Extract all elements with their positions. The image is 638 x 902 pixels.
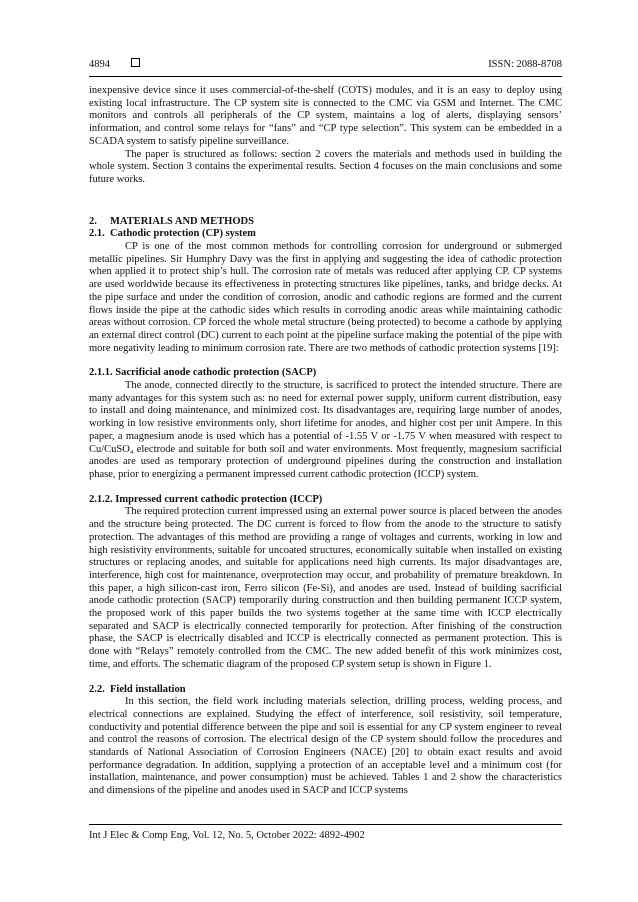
body-paragraph: The paper is structured as follows: section 2 covers the materials and methods used in building the whole system. Section 3 contains the experimental results. Section 4 focuses on the main conclusions and some future works. bbox=[89, 148, 562, 185]
subsubsection-heading: 2.1.1. Sacrificial anode cathodic protection (SACP) bbox=[89, 367, 317, 379]
body-paragraph: The anode, connected directly to the structure, is sacrificed to protect the intended structure. There are many advantages for this system such as: no need for external power supply, uniform current distribution, easy to install and doing maintenance, and minimized cost. Its disadvantages are, requiring large number of anodes, working in low resistive environments only, short lifetime for anodes, and higher cost per unit Ampere. In this paper, a magnesium anode is used which has a potential of -1.55 V or -1.75 V when measured with respect to Cu/CuSO₄ electrode and suitable for both soil and water environments. Most frequently, magnesium sacrificial anodes are used as temporary protection of underground pipelines during the construction and installation phase, prior to energizing a permanent impressed current cathodic protection (ICCP) system. bbox=[89, 380, 562, 480]
subsection-heading: 2.2. Field installation bbox=[89, 683, 186, 695]
square-box-icon bbox=[131, 58, 140, 67]
journal-citation: Int J Elec & Comp Eng, Vol. 12, No. 5, October 2022: 4892-4902 bbox=[89, 830, 365, 841]
body-paragraph: The required protection current impressed using an external power source is placed between the anodes and the structure being protected. The DC current is forced to flow from the anode to the structure to satisfy protection. The advantages of this method are providing a range of voltages and currents, working in low and high resistivity environments, suitable for uncoated structures, economically suitable when installed on existing structures or replacing anodes, and suitable for applications need high currents. Its major disadvantages are, interference, high cost for maintenance, overprotection may occur, and probability of premature breakdown. In this paper, a high silicon-cast iron, Ferro silicon (Fe-Si), and anodes are used. Instead of building sacrificial anode cathodic protection (SACP) temporarily during construction and then building permanent ICCP system, the proposed work of this paper builds the two systems together at the same time with ICCP electrically separated and SACP is electrically connected temporarily for protection. After finishing of the construction phase, the SACP is electrically disabled and ICCP is electrically connected as permanent protection. This is done with “Relays” remotely controlled from the CMC. The new added benefit of this work minimizes cost, time, and efforts. The schematic diagram of the proposed CP system setup is shown in Figure 1. bbox=[89, 506, 562, 670]
body-paragraph: CP is one of the most common methods for controlling corrosion for underground or submerged metallic pipelines. Sir Humphry Davy was the first in applying and suggesting the idea of cathodic protection when applied it to protect ship’s hull. The corrosion rate of metals was reduced after applying CP. CP systems are used worldwide because its effectiveness in protecting structures like pipelines, tanks, and bridge decks. At the pipe surface and under the condition of corrosion, anodic and cathodic regions are formed and the current flows inside the pipe at the cathodic sides which results in corroding anodic areas while maintaining cathodic areas without corrosion. CP forced the whole metal structure (being protected) to become a cathode by applying an external direct control (DC) current to each point at the pipeline surface making the potential of the pipe with more negativity leading to minimum corrosion rate. There are two methods of cathodic protection systems [19]: bbox=[89, 241, 562, 354]
page-body bbox=[89, 85, 562, 798]
body-paragraph: In this section, the field work including materials selection, drilling process, welding process, and electrical connections are explained. Studying the effect of interference, soil resistivity, soil temperature, conductivity and potential difference between the pipe and soil is essential for any CP system engineer to reveal and control the reasons of corrosion. The electrical design of the CP system should follow the procedures and standards of National Association of Corrosion Engineers (NACE) [20] to obtain exact results and avoid performance degradation. In addition, supplying a protection of an acceptable level and a minimum cost (for installation, maintenance, and power consumption) must be achieved. Tables 1 and 2 show the characteristics and dimensions of the pipeline and anodes used in SACP and ICCP systems bbox=[89, 696, 562, 797]
section-heading: 2. MATERIALS AND METHODS bbox=[89, 215, 254, 227]
header-left bbox=[89, 58, 140, 72]
subsubsection-heading: 2.1.2. Impressed current cathodic protection (ICCP) bbox=[89, 493, 323, 505]
body-paragraph: inexpensive device since it uses commercial-of-the-shelf (COTS) modules, and it is an easy to deploy using existing local infrastructure. The CP system site is connected to the CMC via GSM and Internet. The CMC monitors and controls all peripherals of the CP system, maintains a log of alerts, displaying sensors’ information, and control some relays for “fans” and “CP type selection”. This system can be embedded in a SCADA system to satisfy pipeline surveillance. bbox=[89, 85, 562, 147]
page-number: 4894 bbox=[89, 59, 110, 70]
issn-label: ISSN: 2088-8708 bbox=[488, 59, 562, 70]
subsection-heading: 2.1. Cathodic protection (CP) system bbox=[89, 228, 256, 240]
page-header bbox=[89, 58, 562, 77]
page-footer bbox=[89, 824, 562, 843]
